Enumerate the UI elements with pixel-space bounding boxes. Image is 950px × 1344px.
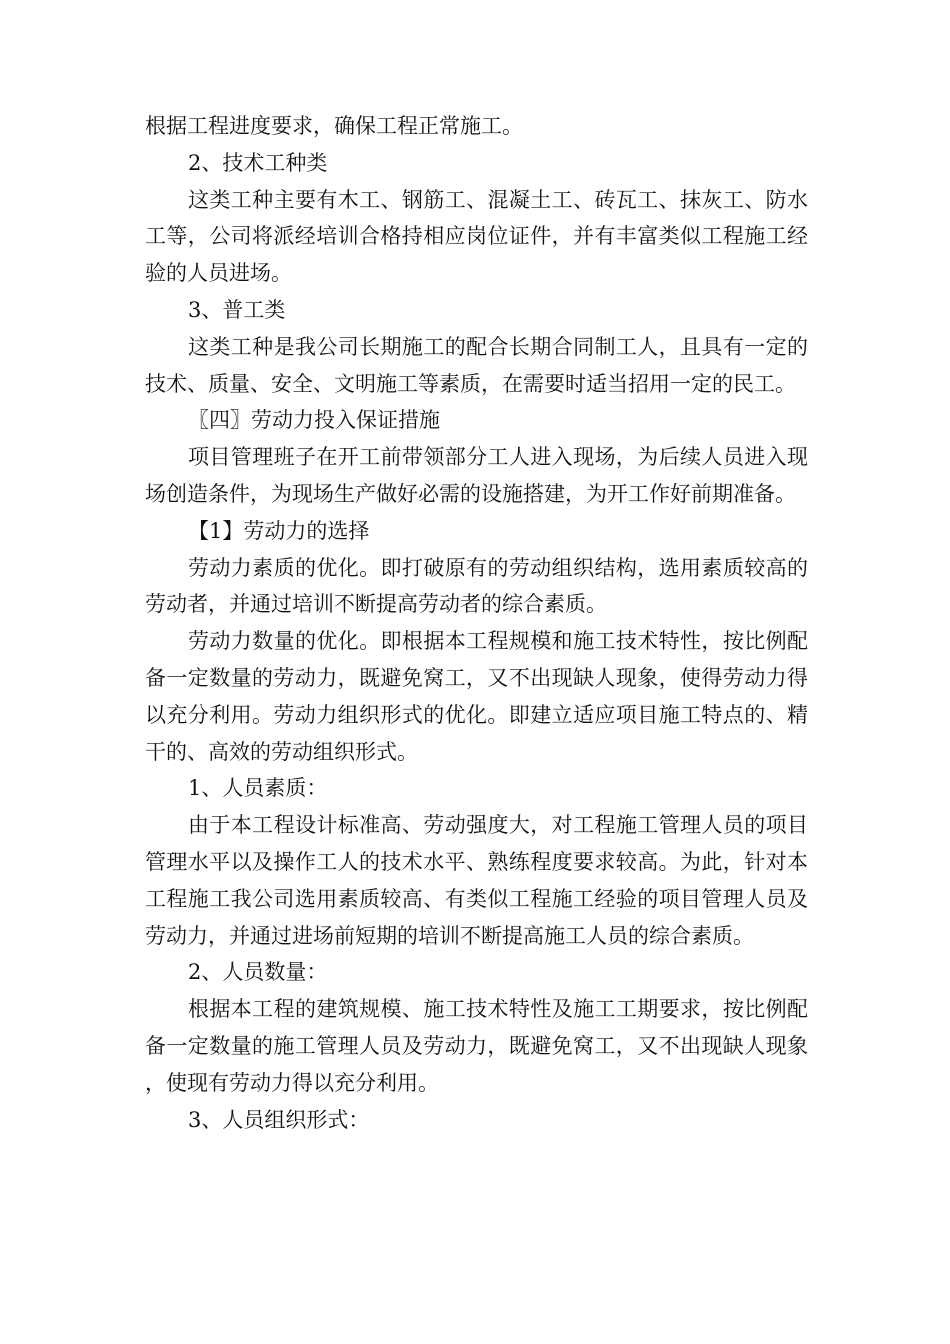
heading-personnel-organization: 3、人员组织形式： (188, 1107, 370, 1132)
paragraph-technical-trades: 这类工种主要有木工、钢筋工、混凝土工、砖瓦工、抹灰工、防水工等，公司将派经培训合格持相应岗位证件，并有丰富类似工程施工经验的人员进场。 (145, 187, 808, 286)
paragraph-personnel-quality: 由于本工程设计标准高、劳动强度大，对工程施工管理人员的项目管理水平以及操作工人的技术水平、熟练程度要求较高。为此，针对本工程施工我公司选用素质较高、有类似工程施工经验的项目管理人员及劳动力，并通过进场前短期的培训不断提高施工人员的综合素质。 (145, 813, 808, 948)
paragraph-general-labor: 这类工种是我公司长期施工的配合长期合同制工人，且具有一定的技术、质量、安全、文明施工等素质，在需要时适当招用一定的民工。 (145, 334, 808, 396)
paragraph-labor-quality: 劳动力素质的优化。即打破原有的劳动组织结构，选用素质较高的劳动者，并通过培训不断提高劳动者的综合素质。 (145, 555, 808, 617)
document-page (145, 108, 808, 1138)
heading-section-four: 〖四〗劳动力投入保证措施 (188, 408, 440, 433)
heading-general-labor: 3、普工类 (188, 297, 286, 322)
paragraph-continuation: 根据工程进度要求，确保工程正常施工。 (145, 114, 523, 138)
paragraph-personnel-quantity: 根据本工程的建筑规模、施工技术特性及施工工期要求，按比例配备一定数量的施工管理人员及劳动力，既避免窝工，又不出现缺人现象，使现有劳动力得以充分利用。 (145, 997, 808, 1095)
heading-personnel-quantity: 2、人员数量： (188, 960, 328, 985)
paragraph-pre-construction: 项目管理班子在开工前带领部分工人进入现场，为后续人员进入现场创造条件，为现场生产做好必需的设施搭建，为开工作好前期准备。 (145, 445, 808, 506)
heading-personnel-quality: 1、人员素质： (188, 776, 328, 801)
heading-technical-trades: 2、技术工种类 (188, 150, 328, 175)
paragraph-labor-quantity: 劳动力数量的优化。即根据本工程规模和施工技术特性，按比例配备一定数量的劳动力，既避免窝工，又不出现缺人现象，使得劳动力得以充分利用。劳动力组织形式的优化。即建立适应项目施工特点的、精干的、高效的劳动组织形式。 (145, 629, 808, 764)
heading-labor-selection: 【1】劳动力的选择 (188, 518, 370, 543)
